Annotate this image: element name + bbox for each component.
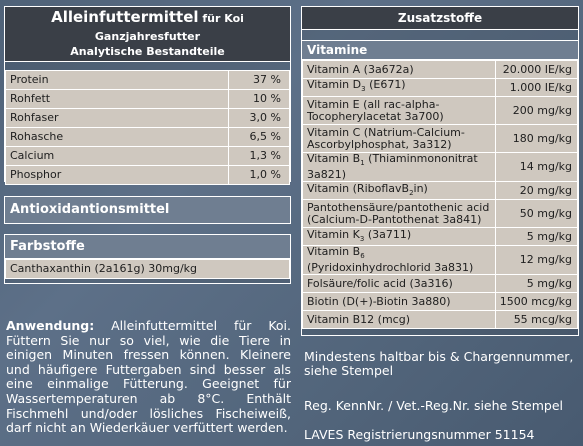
analytical-row <box>6 109 290 128</box>
usage-body: Alleinfuttermittel für Koi. Füttern Sie nur so viel, wie die Tiere in einigen Minuten fressen können. Kleinere und häufigere Futtergaben sind besser als eine einmalige Fütterung. Geeignet für Wassertemperaturen ab 8°C. Enthält Fischmehl und/oder lösliches Fischeiweiß, darf nicht an Wiederkäuer verfüttert werden. <box>6 318 291 436</box>
vitamin-value: 20.000 IE/kg <box>495 61 577 79</box>
analytical-row <box>6 90 290 109</box>
analytical-value: 37 % <box>229 71 290 90</box>
vitamin-name: Vitamin E (all rac-alpha-Tocopherylacetat 3a700) <box>303 97 496 125</box>
product-title-main: Alleinfuttermittel <box>51 8 199 26</box>
analytical-subtitle: Analytische Bestandteile <box>70 45 225 58</box>
vitamin-row <box>303 125 578 153</box>
colorants-panel <box>4 234 291 284</box>
analytical-row <box>6 166 290 185</box>
additives-header: Zusatzstoffe <box>302 7 578 30</box>
antioxidants-title: Antioxidantionsmittel <box>4 196 291 224</box>
vitamin-row <box>303 275 578 293</box>
analytical-row <box>6 147 290 166</box>
vitamin-value: 12 mg/kg <box>495 246 577 275</box>
vitamin-name: Vitamin A (3a672a) <box>303 61 496 79</box>
vitamin-name: Vitamin $K_3$ (3a711) <box>303 228 496 246</box>
vitamin-value: 50 mg/kg <box>495 200 577 228</box>
vitamin-name: Pantothensäure/pantothenic acid (Calcium-D-Pantothenat 3a841) <box>303 200 496 228</box>
vitamin-value: 180 mg/kg <box>495 125 577 153</box>
vitamin-row <box>303 61 578 79</box>
product-title <box>5 9 290 45</box>
vitamin-value: 14 mg/kg <box>495 153 577 182</box>
vitamin-value: 1.000 IE/kg <box>495 79 577 97</box>
vitamin-row <box>303 311 578 329</box>
shelf-life-text: Mindestens haltbar bis & Chargennummer, siehe Stempel <box>304 349 574 378</box>
vitamin-value: 5 mg/kg <box>495 228 577 246</box>
vitamin-name: Folsäure/folic acid (3a316) <box>303 275 496 293</box>
vitamin-name: Vitamin $D_3$ (E671) <box>303 79 496 97</box>
vitamin-name: Vitamin C (Natrium-Calcium-Ascorbylphosphat, 3a312) <box>303 125 496 153</box>
vitamins-title: Vitamine <box>302 40 578 60</box>
vitamin-row <box>303 200 578 228</box>
analytical-value: 3,0 % <box>229 109 290 128</box>
analytical-label: Protein <box>6 71 229 90</box>
vitamin-row <box>303 97 578 125</box>
vitamin-value: 5 mg/kg <box>495 275 577 293</box>
analytical-label: Phosphor <box>6 166 229 185</box>
vitamin-value: 55 mcg/kg <box>495 311 577 329</box>
analytical-panel <box>4 6 291 182</box>
analytical-header <box>5 7 290 62</box>
laves-text: LAVES Registrierungsnummer 51154 <box>304 427 535 442</box>
analytical-label: Rohfaser <box>6 109 229 128</box>
vitamin-name: Vitamin B12 (mcg) <box>303 311 496 329</box>
vitamin-row <box>303 293 578 311</box>
vitamin-name: Biotin (D(+)-Biotin 3a880) <box>303 293 496 311</box>
vitamin-row <box>303 182 578 200</box>
vitamin-name: Vitamin $B_6$ (Pyridoxinhydrochlorid 3a831) <box>303 246 496 275</box>
vitamin-name: Vitamin $B_1$ (Thiaminmononitrat 3a821) <box>303 153 496 182</box>
analytical-value: 6,5 % <box>229 128 290 147</box>
colorants-title: Farbstoffe <box>5 235 290 259</box>
analytical-row <box>6 128 290 147</box>
vitamin-name: Vitamin (RiboflavB$_2$in) <box>303 182 496 200</box>
vitamins-table <box>302 60 578 329</box>
analytical-value: 1,3 % <box>229 147 290 166</box>
registration-text: Reg. KennNr. / Vet.-Reg.Nr. siehe Stempel <box>304 398 564 413</box>
vitamin-row <box>303 228 578 246</box>
vitamin-value: 20 mg/kg <box>495 182 577 200</box>
analytical-label: Calcium <box>6 147 229 166</box>
usage-label: Anwendung: <box>6 318 95 333</box>
colorant-row: Canthaxanthin (2a161g) 30mg/kg <box>6 260 290 279</box>
vitamin-row <box>303 79 578 97</box>
analytical-label: Rohfett <box>6 90 229 109</box>
analytical-table <box>5 70 290 185</box>
analytical-row <box>6 71 290 90</box>
vitamin-row <box>303 246 578 275</box>
vitamin-value: 1500 mcg/kg <box>495 293 577 311</box>
analytical-label: Rohasche <box>6 128 229 147</box>
analytical-value: 10 % <box>229 90 290 109</box>
vitamin-value: 200 mg/kg <box>495 97 577 125</box>
vitamin-row <box>303 153 578 182</box>
additives-panel <box>301 6 579 336</box>
usage-text <box>6 319 291 436</box>
product-title-rest: für Koi Ganzjahresfutter <box>94 12 244 43</box>
analytical-value: 1,0 % <box>229 166 290 185</box>
